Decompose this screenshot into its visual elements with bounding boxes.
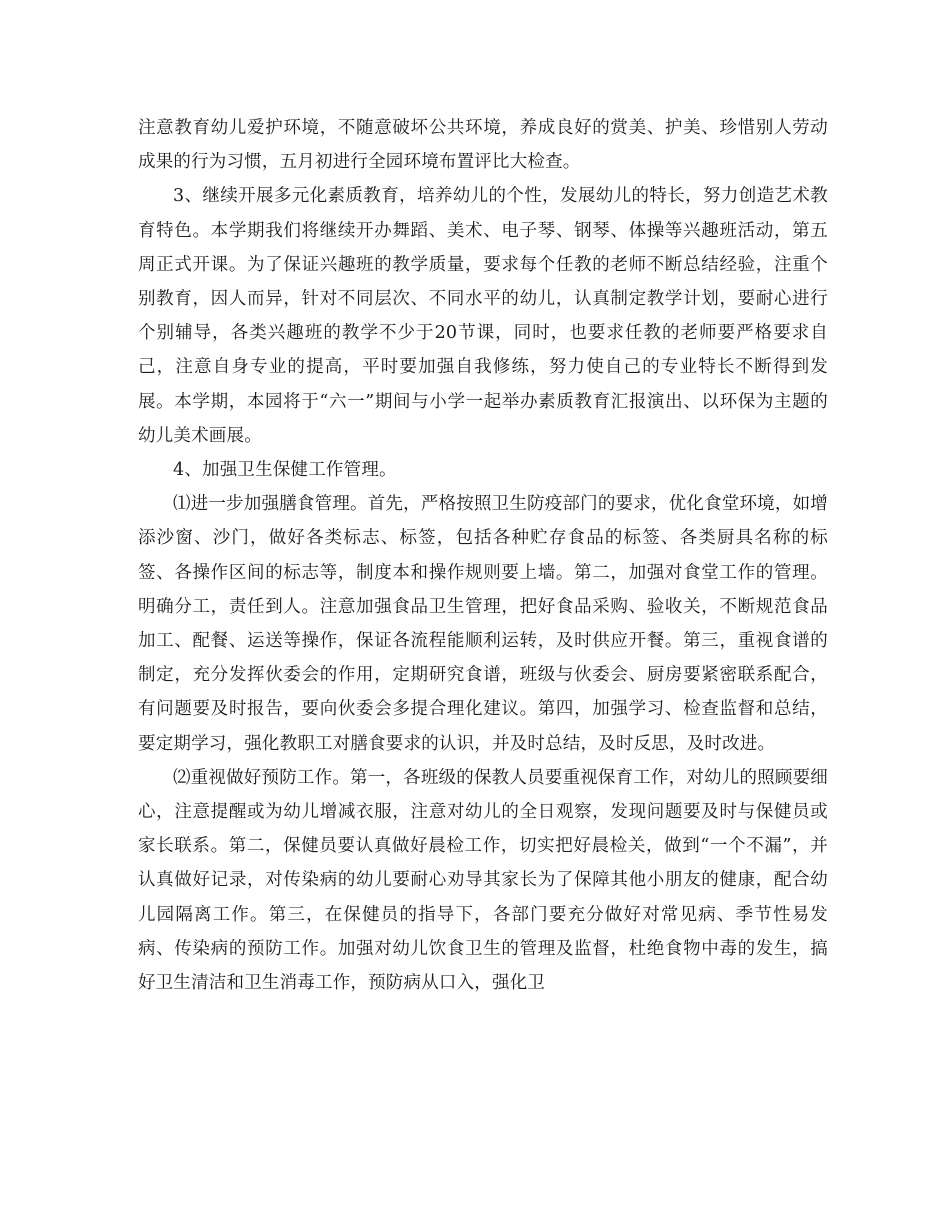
paragraph-meal-management: ⑴进一步加强膳食管理。首先，严格按照卫生防疫部门的要求，优化食堂环境，如增添沙窗、沙门，做好各类标志、标签，包括各种贮存食品的标签、各类厨具名称的标签、各操作区间的标志等，制度本和操作规则要上墙。第二，加强对食堂工作的管理。明确分工，责任到人。注意加强食品卫生管理，把好食品采购、验收关，不断规范食品加工、配餐、运送等操作，保证各流程能顺利运转，及时供应开餐。第三，重视食谱的制定，充分发挥伙委会的作用，定期研究食谱，班级与伙委会、厨房要紧密联系配合，有问题要及时报告，要向伙委会多提合理化建议。第四，加强学习、检查监督和总结，要定期学习，强化教职工对膳食要求的认识，并及时总结，及时反思，及时改进。 bbox=[138, 494, 828, 754]
paragraph-quality-education: 3、继续开展多元化素质教育，培养幼儿的个性，发展幼儿的特长，努力创造艺术教育特色。本学期我们将继续开办舞蹈、美术、电子琴、钢琴、体操等兴趣班活动，第五周正式开课。为了保证兴趣班的教学质量，要求每个任教的老师不断总结经验，注重个别教育，因人而异，针对不同层次、不同水平的幼儿，认真制定教学计划，要耐心进行个别辅导，各类兴趣班的教学不少于20节课，同时，也要求任教的老师要严格要求自己，注意自身专业的提高，平时要加强自我修练，努力使自己的专业特长不断得到发展。本学期，本园将于“六一”期间与小学一起举办素质教育汇报演出、以环保为主题的幼儿美术画展。 bbox=[138, 186, 828, 446]
paragraph-prevention-work: ⑵重视做好预防工作。第一，各班级的保教人员要重视保育工作，对幼儿的照顾要细心，注意提醒或为幼儿增减衣服，注意对幼儿的全日观察，发现问题要及时与保健员或家长联系。第二，保健员要认真做好晨检工作，切实把好晨检关，做到“一个不漏”，并认真做好记录，对传染病的幼儿要耐心劝导其家长为了保障其他小朋友的健康，配合幼儿园隔离工作。第三，在保健员的指导下，各部门要充分做好对常见病、季节性易发病、传染病的预防工作。加强对幼儿饮食卫生的管理及监督，杜绝食物中毒的发生，搞好卫生清洁和卫生消毒工作，预防病从口入，强化卫 bbox=[138, 767, 828, 994]
document-body bbox=[138, 111, 828, 1000]
paragraph-health-management-heading: 4、加强卫生保健工作管理。 bbox=[173, 460, 397, 481]
paragraph-environment-education: 注意教育幼儿爱护环境，不随意破坏公共环境，养成良好的赏美、护美、珍惜别人劳动成果的行为习惯，五月初进行全园环境布置评比大检查。 bbox=[138, 118, 828, 173]
